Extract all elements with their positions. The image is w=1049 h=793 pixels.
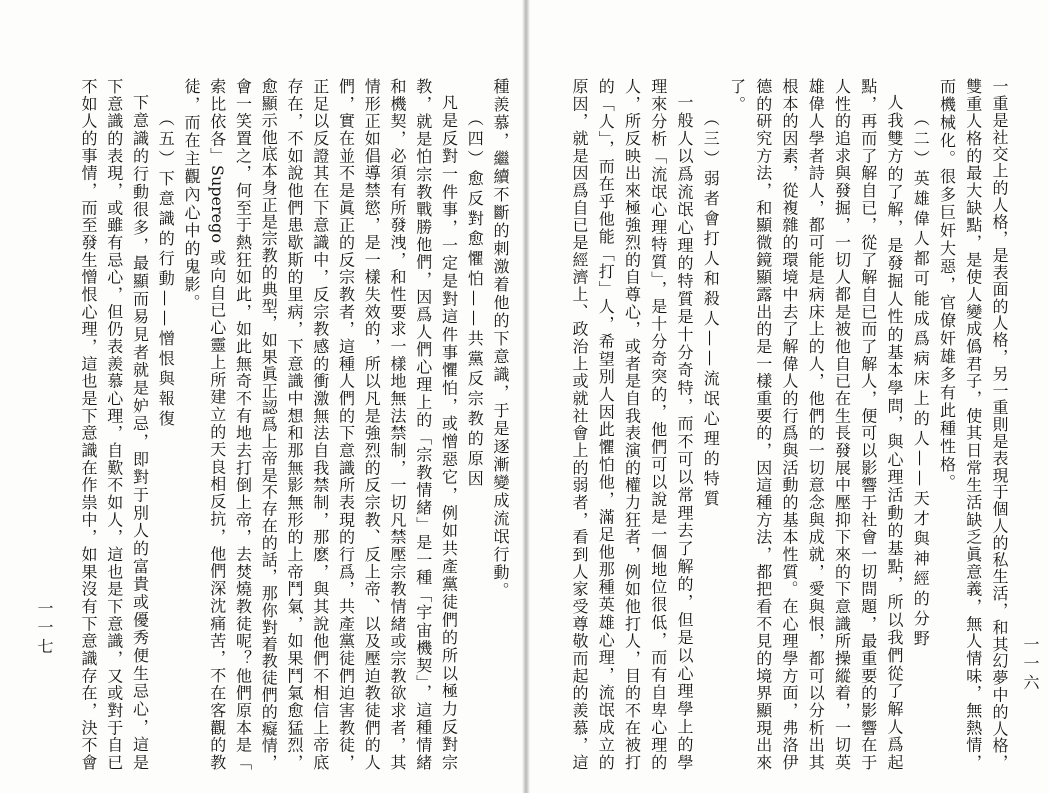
text-column: 下意識的表現，或雖有忌心，但仍表羨慕心理，自歎不如人，這也是下意識，又或對于自已 — [104, 78, 124, 770]
text-column: 索比依各」Superego 或向自已心靈上所建立的天良相反抗，他們深沈痛苦，不在客觀的教 — [207, 78, 227, 770]
text-column: 德的研究方法，和顯微鏡顯露出的是一樣重要的，因這種方法，都把看不見的境界顯現出來 — [753, 78, 773, 770]
text-column: 而機械化。很多巨奸大惡，官僚奸雄多有此種性格。 — [937, 78, 957, 492]
text-column: 們，實在並不是眞正的反宗教者，這種人們的下意識所表現的行爲，共產黨徒們迫害教徒， — [336, 78, 356, 770]
text-column: 根本的因素，從複雜的環境中去了解偉人的行爲與活動的基本性質。在心理學方面，弗洛伊 — [780, 78, 799, 770]
text-column: 原因，就是因爲自已是經濟上、政治上或就社會上的弱者，看到人家受尊敬而起的羨慕，這 — [570, 78, 589, 770]
text-column: 雙重人格的最大缺點，是使人變成僞君子，使其日常生活缺乏眞意義，無人情味，無熱情， — [963, 78, 983, 770]
section-heading: （四）愈反對愈懼怕——共黨反宗教的原因 — [465, 110, 485, 490]
text-column: 理來分析「流氓心理特質」，是十分奇突的，他們可以說是一個地位很低，而有自卑心理的 — [648, 78, 668, 770]
left-page-text — [75, 78, 513, 770]
text-column: 一般人以爲流氓心理的特質是十分奇特，而不可以常理去了解的，但是以心理學上的學 — [675, 94, 694, 770]
section-heading: （三）弱者會打人和殺人——流氓心理的特質 — [701, 110, 721, 510]
text-column: 人，所反映出來極強烈的自尊心，或者是自我表演的權力狂者，例如他打人，目的不在被打 — [622, 78, 642, 770]
text-column: 教，就是怕宗教戰勝他們，因爲人們心理上的「宗教情緒」是一種「宇宙機契」，這種情緒 — [413, 78, 433, 770]
book-gutter — [522, 0, 530, 793]
text-column: 正足以反證其在下意識中，反宗教感的衝激無法自我禁制，那麽，與其說他們不相信上帝底 — [310, 78, 330, 770]
section-heading: （二）英雄偉人都可能成爲病床上的人——天才與神經的分野 — [911, 110, 931, 650]
text-column: 人我雙方的了解，是發掘人性的基本學問，與心理活動的基點，所以我們從了解人爲起 — [885, 94, 904, 770]
text-column: 不如人的事情，而至發生憎恨心理，這也是下意識在作祟中，如果沒有下意識存在，決不會 — [79, 78, 98, 770]
text-column: 和機契，必須有所發洩，和性要求一樣地無法禁制，一切凡禁壓宗教情緒或宗教欲求者，其 — [388, 78, 407, 770]
text-column: 情形正如倡導禁慾，是一樣失效的，所以凡是強烈的反宗教、反上帝、以及壓迫教徒們的人 — [362, 78, 382, 770]
text-column: 的「人」，而在乎他能「打」人，希望別人因此懼怕他，滿足他那種英雄心理，流氓成立的 — [596, 78, 616, 770]
text-column: 存在，不如說他們患歇斯的里病，下意識中想和那無影無形的上帝鬥氣，如果鬥氣愈猛烈， — [285, 78, 304, 770]
text-column: 雄偉人學者詩人，都可能是病床上的人，他們的一切意念與成就，愛與恨，都可以分析出其 — [806, 78, 826, 770]
text-column: 了。 — [727, 78, 747, 114]
page-number: 一一七 — [35, 600, 54, 657]
text-column: 種羨慕，繼續不斷的刺激着他的下意識，于是逐漸變成流氓行動。 — [491, 78, 510, 600]
text-column: 人性的追求與發掘，一切人都是被他自已在生長發展中壓抑下來的下意識所操縱着，一切英 — [832, 78, 852, 770]
right-page-text — [565, 78, 1012, 770]
text-column: 凡是反對一件事，一定是對這件事懼怕，或憎惡它，例如共產黨徒們的所以極力反對宗 — [439, 94, 459, 770]
text-column: 一重是社交上的人格，是表面的人格，另一重則是表現于個人的私生活，和其幻夢中的人格， — [990, 78, 1009, 770]
text-column: 下意識的行動很多，最顯而易見者就是妒忌，即對于別人的富貴或優秀便生忌心，這是 — [130, 94, 150, 770]
text-column: 點，再而了解自已，從了解自已而了解人，便可以影響于社會一切問題，最重要的影響在于 — [858, 78, 878, 770]
text-column: 會一笑置之，何至于熱狂如此，如此無奇不有地去打倒上帝，去焚燒教徒呢？他們原本是「 — [233, 78, 253, 770]
text-column: 徒，而在主觀內心中的鬼影。 — [182, 78, 201, 312]
page-number: 一一六 — [1021, 636, 1040, 693]
section-heading: （五）下意識的行動——憎恨與報復 — [156, 110, 176, 430]
text-column: 愈顯示他底本身正是宗教的典型，如果眞正認爲上帝是不存在的話，那你對着教徒們的癡情， — [259, 78, 279, 770]
